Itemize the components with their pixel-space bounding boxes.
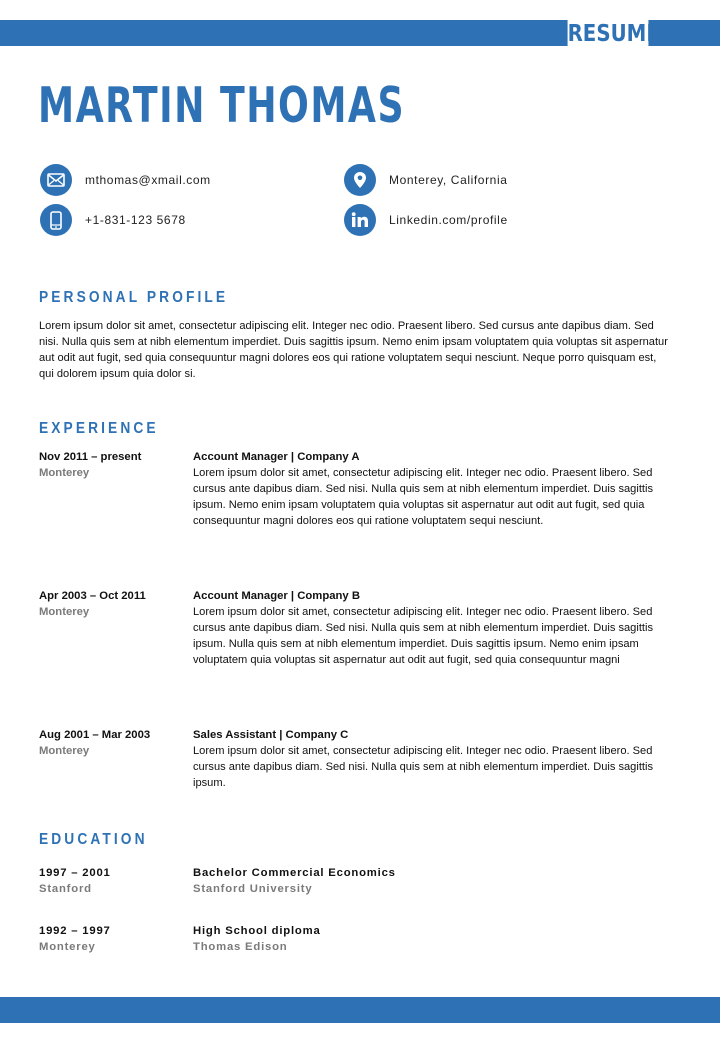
job-title: Account Manager | Company A — [193, 451, 360, 463]
profile-text: Lorem ipsum dolor sit amet, consectetur adipiscing elit. Integer nec odio. Praesent libero. Sed cursus ante dapibus diam. Sed nisi. Nulla quis sem at nibh elementum imperdiet. Duis sagittis ipsum. Nemo enim ipsam voluptatem quia voluptas sit aspernatur aut odit aut fugit, sed quia consequuntur magni dolores eos qui ratione voluptatem sequi nesciunt. Neque porro quisquam est, qui dolorem ipsum quia dolor si. — [39, 320, 668, 380]
education-place: Stanford — [39, 883, 92, 895]
job-dates: Aug 2001 – Mar 2003 — [39, 729, 151, 741]
location-text: Monterey, California — [389, 173, 508, 187]
linkedin-icon — [344, 204, 376, 236]
candidate-name: MARTIN THOMAS — [38, 77, 406, 134]
job-description: Lorem ipsum dolor sit amet, consectetur adipiscing elit. Integer nec odio. Praesent libero. Sed cursus ante dapibus diam. Sed nisi. Nulla quis sem at nibh elementum imperdiet. Duis sagittis ipsum. Nemo enim ipsam voluptatem quia voluptas sit aspernatur aut odit aut fugit, sed quia consequuntur magni dolores eos qui ratione voluptatem sequi nesciunt. — [193, 467, 653, 527]
bottom-bar — [0, 997, 720, 1023]
education-school: Stanford University — [193, 883, 313, 895]
education-degree: Bachelor Commercial Economics — [193, 867, 396, 879]
job-title: Sales Assistant | Company C — [193, 729, 349, 741]
education-school: Thomas Edison — [193, 941, 288, 953]
job-dates: Apr 2003 – Oct 2011 — [39, 590, 146, 602]
resume-tag: RESUME — [567, 21, 660, 47]
profile-heading: PERSONAL PROFILE — [39, 289, 229, 306]
contact-linkedin[interactable] — [344, 204, 508, 236]
job-location: Monterey — [39, 745, 90, 757]
phone-text: +1-831-123 5678 — [85, 213, 186, 227]
email-text: mthomas@xmail.com — [85, 173, 211, 187]
job-location: Monterey — [39, 467, 90, 479]
map-pin-icon — [344, 164, 376, 196]
experience-heading: EXPERIENCE — [39, 420, 159, 437]
education-years: 1992 – 1997 — [39, 925, 111, 937]
education-years: 1997 – 2001 — [39, 867, 111, 879]
education-place: Monterey — [39, 941, 96, 953]
job-description: Lorem ipsum dolor sit amet, consectetur adipiscing elit. Integer nec odio. Praesent libero. Sed cursus ante dapibus diam. Sed nisi. Nulla quis sem at nibh elementum imperdiet. Duis sagittis ipsum. Nulla quis sem at nibh elementum imperdiet. Duis sagittis ipsum. Nemo enim ipsam voluptatem quia voluptas sit aspernatur aut odit aut fugit, sed quia consequuntur magni — [193, 606, 653, 666]
phone-icon — [40, 204, 72, 236]
education-heading: EDUCATION — [39, 831, 148, 848]
job-dates: Nov 2011 – present — [39, 451, 142, 463]
job-description: Lorem ipsum dolor sit amet, consectetur adipiscing elit. Integer nec odio. Praesent libero. Sed cursus ante dapibus diam. Sed nisi. Nulla quis sem at nibh elementum imperdiet. Duis sagittis ipsum. — [193, 745, 653, 789]
envelope-icon — [40, 164, 72, 196]
contact-location — [344, 164, 508, 196]
linkedin-text: Linkedin.com/profile — [389, 213, 508, 227]
job-location: Monterey — [39, 606, 90, 618]
job-title: Account Manager | Company B — [193, 590, 360, 602]
contact-email[interactable] — [40, 164, 211, 196]
education-degree: High School diploma — [193, 925, 321, 937]
contact-phone[interactable] — [40, 204, 186, 236]
